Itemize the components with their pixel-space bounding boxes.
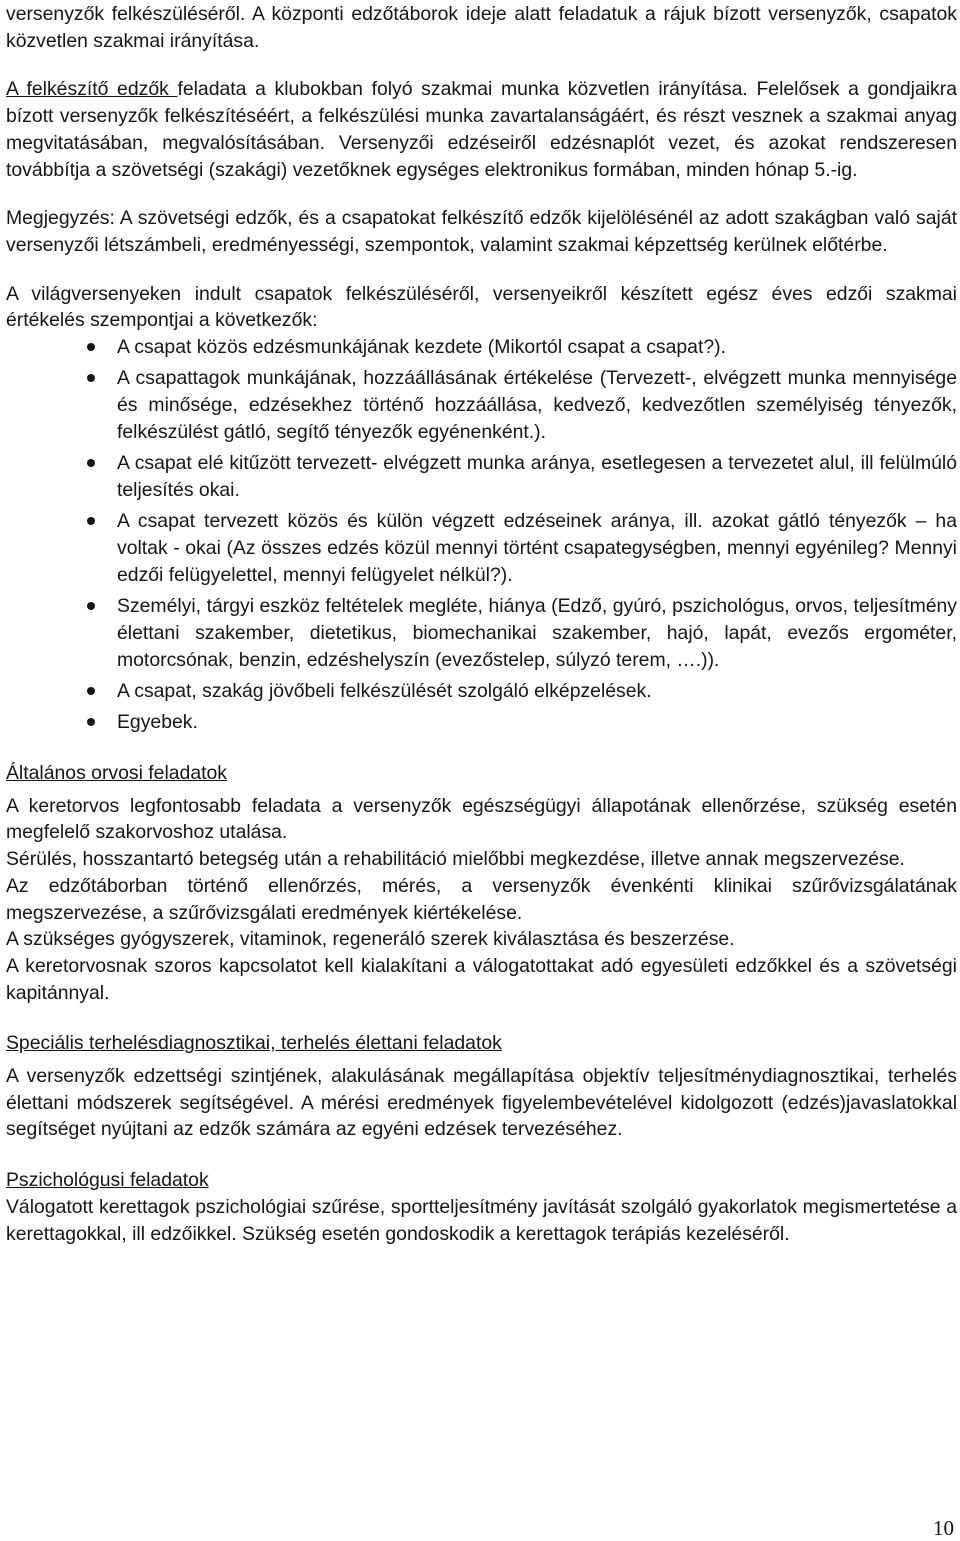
bullet-icon: [87, 459, 95, 467]
list-item: A csapat közös edzésmunkájának kezdete (Mikortól csapat a csapat?).: [6, 334, 957, 361]
psychology-text: Válogatott kerettagok pszichológiai szűrése, sportteljesítmény javítását szolgáló gyakorlatok megismertetése a kerettagokkal, ill edzőikkel. Szükség esetén gondoskodik a kerettagok terápiás kezeléséről.: [6, 1195, 957, 1245]
list-item: A csapat, szakág jövőbeli felkészülését szolgáló elképzelések.: [6, 678, 957, 705]
club-coaches-text: feladata a klubokban folyó szakmai munka közvetlen irányítása. Felelősek a gondjaikra bízott versenyzők felkészítéséért, a felkészülési munka zavartalanságáért, és részt vesznek a szakmai anyag megvitatásában, megvalósításában. Versenyzői edzéseiről edzésnaplót vezet, és azokat rendszeresen továbbítja a szövetségi (szakági) vezetőknek egységes elektronikus formában, minden hónap 5.-ig.: [6, 78, 957, 181]
paragraph-note: Megjegyzés: A szövetségi edzők, és a csapatokat felkészítő edzők kijelölésénél az adott szakágban való saját versenyzői létszámbeli, eredményességi, szempontok, valamint szakmai képzettség kerülnek előtérbe.: [6, 207, 957, 256]
list-item: A csapat tervezett közös és külön végzett edzéseinek aránya, ill. azokat gátló tényezők – ha voltak - okai (Az összes edzés közül mennyi történt csapategységben, mennyi egyénileg? Mennyi edzői felügyelettel, mennyi felügyelet nélkül?).: [6, 508, 957, 589]
paragraph-club-coaches: [6, 76, 957, 183]
list-item: Egyebek.: [6, 709, 957, 736]
medical-line: Az edzőtáborban történő ellenőrzés, mérés, a versenyzők évenkénti klinikai szűrővizsgálatának megszervezése, a szűrővizsgálati eredmények kiértékelése.: [6, 874, 957, 924]
bullet-icon: [87, 374, 95, 382]
paragraph-head-coaches-duties: versenyzők felkészüléséről. A központi edzőtáborok ideje alatt feladatuk a rájuk bízott versenyzők, csapatok közvetlen szakmai irányítása.: [6, 3, 957, 52]
evaluation-criteria-list: [6, 334, 957, 736]
diagnostics-text: A versenyzők edzettségi szintjének, alakulásának megállapítása objektív teljesítménydiagnosztikai, terhelés élettani módszerek segítségével. A mérési eredmények figyelembevételével kidolgozott (edzés)javaslatokkal segítséget nyújtani az edzők számára az egyéni edzések tervezéséhez.: [6, 1065, 957, 1141]
medical-line: A keretorvos legfontosabb feladata a versenyzők egészségügyi állapotának ellenőrzése, szükség esetén megfelelő szakorvoshoz utalása.: [6, 794, 957, 844]
page-number: 10: [933, 1516, 954, 1540]
bullet-icon: [87, 687, 95, 695]
medical-line: Sérülés, hosszantartó betegség után a rehabilitáció mielőbbi megkezdése, illetve annak megszervezése.: [6, 848, 905, 871]
list-item: A csapattagok munkájának, hozzáállásának értékelése (Tervezett-, elvégzett munka mennyisége és minősége, edzésekhez történő hozzáállása, kedvező, kedvezőtlen személyiség tényezők, felkészülést gátló, segítő tényezők egyénenként.).: [6, 365, 957, 446]
bullet-icon: [87, 343, 95, 351]
section-heading-medical: Általános orvosi feladatok: [6, 762, 227, 785]
bullet-icon: [87, 602, 95, 610]
bullet-icon: [87, 517, 95, 525]
list-item: Személyi, tárgyi eszköz feltételek megléte, hiánya (Edző, gyúró, pszichológus, orvos, teljesítmény élettani szakember, dietetikus, biomechanikai szakember, hajó, lapát, evezős ergométer, motorcsónak, benzin, edzéshelyszín (evezőstelep, súlyzó terem, ….)).: [6, 593, 957, 674]
club-coaches-term: A felkészítő edzők: [6, 78, 178, 101]
section-heading-diagnostics: Speciális terhelésdiagnosztikai, terhelés élettani feladatok: [6, 1032, 502, 1055]
medical-line: A szükséges gyógyszerek, vitaminok, regeneráló szerek kiválasztása és beszerzése.: [6, 928, 735, 951]
list-item: A csapat elé kitűzött tervezett- elvégzett munka aránya, esetlegesen a tervezetet alul, ill felülmúló teljesítés okai.: [6, 450, 957, 504]
bullet-icon: [87, 718, 95, 726]
paragraph-evaluation-intro: A világversenyeken indult csapatok felkészüléséről, versenyeikről készített egész éves edzői szakmai értékelés szempontjai a következők:: [6, 282, 957, 332]
document-page: [6, 0, 957, 1247]
medical-line: A keretorvosnak szoros kapcsolatot kell kialakítani a válogatottakat adó egyesületi edzőkkel és a szövetségi kapitánnyal.: [6, 954, 957, 1004]
section-heading-psychology: Pszichológusi feladatok: [6, 1169, 209, 1192]
